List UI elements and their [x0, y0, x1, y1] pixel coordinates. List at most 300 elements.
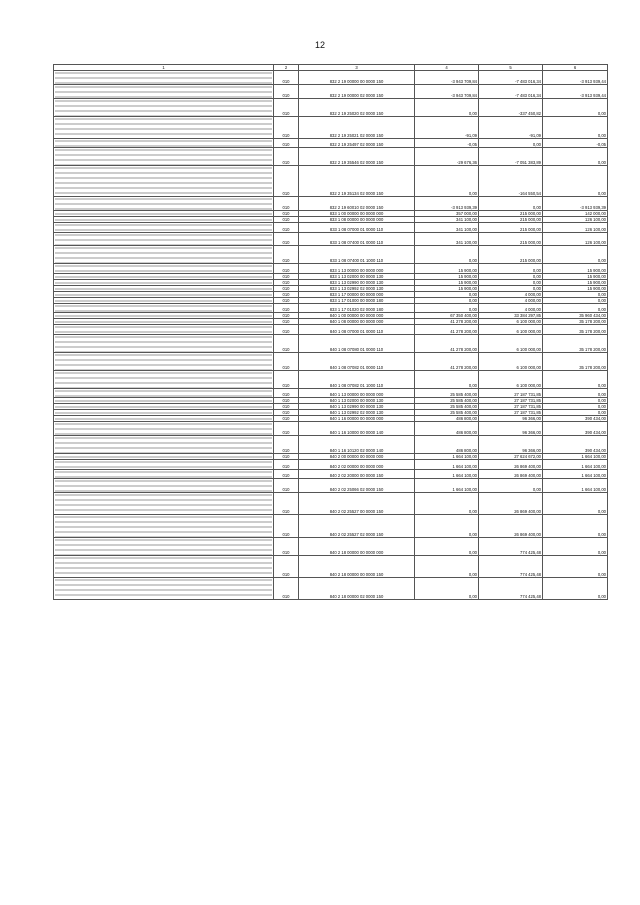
row-value-cell: 0,00: [543, 291, 608, 297]
illegible-description-text: [55, 212, 272, 216]
row-value-cell: 840 2 18 00000 02 0000 150: [299, 577, 415, 599]
table-row: [54, 303, 608, 313]
row-value-cell: 1 664 100,00: [415, 460, 479, 470]
row-value-cell: 010: [274, 166, 299, 197]
row-value-cell: 27 624 672,00: [479, 454, 543, 460]
row-value-cell: 15 900,00: [415, 279, 479, 285]
row-value-cell: 215 000,00: [479, 246, 543, 264]
row-value-cell: -7 483 016,34: [479, 84, 543, 98]
illegible-description-text: [55, 460, 272, 469]
row-value-cell: 215 000,00: [479, 222, 543, 232]
row-value-cell: 010: [274, 71, 299, 85]
row-value-cell: 010: [274, 469, 299, 479]
row-value-cell: 010: [274, 210, 299, 216]
row-value-cell: 0,00: [415, 297, 479, 303]
row-value-cell: 0,00: [543, 297, 608, 303]
row-value-cell: 486 800,00: [415, 422, 479, 436]
row-value-cell: 25 585 400,00: [415, 388, 479, 398]
row-value-cell: -3 913 939,44: [543, 71, 608, 85]
illegible-description-text: [55, 71, 272, 84]
illegible-description-text: [55, 455, 272, 459]
row-value-cell: 15 900,00: [543, 279, 608, 285]
row-value-cell: 96 366,00: [479, 422, 543, 436]
row-description-cell: [54, 555, 274, 577]
row-value-cell: 832 2 19 35134 02 0000 150: [299, 166, 415, 197]
row-value-cell: 25 585 400,00: [415, 410, 479, 416]
row-value-cell: 26 869 400,00: [479, 515, 543, 537]
table-row: [54, 370, 608, 388]
illegible-description-text: [55, 304, 272, 313]
table-row: [54, 166, 608, 197]
row-value-cell: 6 100 000,00: [479, 370, 543, 388]
row-value-cell: 010: [274, 216, 299, 222]
row-description-cell: [54, 334, 274, 352]
illegible-description-text: [55, 538, 272, 555]
row-value-cell: 215 000,00: [479, 210, 543, 216]
row-value-cell: 774 425,48: [479, 555, 543, 577]
row-value-cell: 6 100 000,00: [479, 325, 543, 335]
row-description-cell: [54, 222, 274, 232]
row-value-cell: 26 869 400,00: [479, 460, 543, 470]
row-value-cell: 41 278 200,00: [415, 319, 479, 325]
row-value-cell: 833 1 08 07400 01 1000 110: [299, 246, 415, 264]
row-value-cell: 4 000,00: [479, 303, 543, 313]
row-value-cell: 0,00: [543, 398, 608, 404]
row-value-cell: 0,00: [543, 404, 608, 410]
table-row: [54, 334, 608, 352]
row-description-cell: [54, 325, 274, 335]
illegible-description-text: [55, 556, 272, 577]
row-value-cell: 41 278 200,00: [415, 325, 479, 335]
row-value-cell: 341 100,00: [415, 216, 479, 222]
row-value-cell: 357 000,00: [415, 210, 479, 216]
row-value-cell: 010: [274, 454, 299, 460]
row-value-cell: 1 664 100,00: [543, 479, 608, 493]
row-value-cell: 0,00: [415, 555, 479, 577]
row-value-cell: 010: [274, 388, 299, 398]
illegible-description-text: [55, 293, 272, 297]
row-value-cell: 010: [274, 370, 299, 388]
row-value-cell: 1 664 100,00: [415, 454, 479, 460]
row-description-cell: [54, 116, 274, 138]
row-value-cell: 832 2 19 00000 02 0000 150: [299, 84, 415, 98]
row-value-cell: 0,00: [479, 197, 543, 211]
row-value-cell: 832 2 19 35546 02 0000 150: [299, 148, 415, 166]
row-value-cell: 840 1 13 02990 00 0000 130: [299, 404, 415, 410]
row-value-cell: 840 1 08 07082 01 0000 110: [299, 352, 415, 370]
row-value-cell: 0,00: [543, 166, 608, 197]
row-value-cell: 126 100,00: [543, 216, 608, 222]
table-row: [54, 222, 608, 232]
row-value-cell: 010: [274, 537, 299, 555]
row-value-cell: 840 1 13 02992 02 0000 130: [299, 410, 415, 416]
column-header: 1: [54, 65, 274, 71]
row-description-cell: [54, 370, 274, 388]
row-value-cell: 833 1 13 02992 02 0000 130: [299, 285, 415, 291]
row-value-cell: 832 2 19 25497 02 0000 150: [299, 138, 415, 148]
illegible-description-text: [55, 353, 272, 370]
row-value-cell: 390 434,00: [543, 422, 608, 436]
table-row: [54, 138, 608, 148]
row-value-cell: 840 1 16 00000 00 0000 000: [299, 416, 415, 422]
row-value-cell: 6 100 000,00: [479, 319, 543, 325]
row-value-cell: 774 425,48: [479, 577, 543, 599]
table-row: [54, 479, 608, 493]
row-value-cell: 010: [274, 303, 299, 313]
column-header: 5: [479, 65, 543, 71]
column-header: 3: [299, 65, 415, 71]
row-value-cell: 0,00: [415, 98, 479, 116]
row-description-cell: [54, 577, 274, 599]
row-value-cell: 486 800,00: [415, 416, 479, 422]
row-description-cell: [54, 166, 274, 197]
table-row: [54, 422, 608, 436]
row-description-cell: [54, 388, 274, 398]
table-row: [54, 352, 608, 370]
column-header: 2: [274, 65, 299, 71]
row-value-cell: 833 1 17 01000 00 0000 180: [299, 297, 415, 303]
row-value-cell: 010: [274, 436, 299, 454]
row-value-cell: 27 187 731,85: [479, 410, 543, 416]
row-value-cell: 1 664 100,00: [543, 469, 608, 479]
row-value-cell: 26 869 400,00: [479, 493, 543, 515]
row-description-cell: [54, 515, 274, 537]
row-value-cell: 840 2 18 00000 00 0000 000: [299, 537, 415, 555]
row-value-cell: 35 178 200,00: [543, 325, 608, 335]
table-row: [54, 98, 608, 116]
row-value-cell: 010: [274, 460, 299, 470]
illegible-description-text: [55, 389, 272, 398]
row-value-cell: 833 1 13 02990 00 0000 130: [299, 279, 415, 285]
table-row: [54, 264, 608, 274]
row-value-cell: 0,00: [543, 555, 608, 577]
row-value-cell: 833 1 13 02000 00 0000 130: [299, 273, 415, 279]
row-value-cell: 010: [274, 84, 299, 98]
row-value-cell: 840 2 02 20000 00 0000 150: [299, 469, 415, 479]
row-value-cell: 010: [274, 246, 299, 264]
row-value-cell: 15 900,00: [415, 264, 479, 274]
row-value-cell: -91,09: [479, 116, 543, 138]
illegible-description-text: [55, 314, 272, 318]
row-value-cell: 0,00: [543, 148, 608, 166]
illegible-description-text: [55, 117, 272, 138]
table-row: [54, 246, 608, 264]
table-row: [54, 515, 608, 537]
row-value-cell: 833 1 08 00000 00 0000 000: [299, 216, 415, 222]
row-value-cell: 0,00: [543, 410, 608, 416]
row-value-cell: -164 550,54: [479, 166, 543, 197]
illegible-description-text: [55, 325, 272, 334]
illegible-description-text: [55, 99, 272, 116]
row-value-cell: 840 1 08 07080 01 0000 110: [299, 334, 415, 352]
row-description-cell: [54, 460, 274, 470]
row-value-cell: 0,00: [543, 116, 608, 138]
row-value-cell: 833 1 17 01020 02 0000 180: [299, 303, 415, 313]
row-value-cell: 126 100,00: [543, 232, 608, 246]
row-value-cell: 15 900,00: [543, 285, 608, 291]
row-value-cell: 010: [274, 422, 299, 436]
row-value-cell: 774 425,48: [479, 537, 543, 555]
row-value-cell: 27 187 731,85: [479, 398, 543, 404]
row-value-cell: 833 1 08 07400 01 0000 110: [299, 232, 415, 246]
row-value-cell: 15 900,00: [543, 273, 608, 279]
row-value-cell: -3 943 709,84: [415, 84, 479, 98]
row-value-cell: 15 900,00: [415, 273, 479, 279]
column-header: 4: [415, 65, 479, 71]
illegible-description-text: [55, 578, 272, 599]
row-value-cell: 840 1 16 10000 00 0000 140: [299, 422, 415, 436]
table-row: [54, 493, 608, 515]
row-description-cell: [54, 264, 274, 274]
row-value-cell: 0,00: [479, 279, 543, 285]
row-value-cell: -3 943 709,84: [415, 71, 479, 85]
illegible-description-text: [55, 246, 272, 263]
row-value-cell: 010: [274, 264, 299, 274]
row-value-cell: -7 051 383,89: [479, 148, 543, 166]
row-value-cell: -3 913 939,39: [543, 197, 608, 211]
row-value-cell: 0,00: [415, 291, 479, 297]
row-value-cell: 010: [274, 98, 299, 116]
row-value-cell: 010: [274, 577, 299, 599]
row-value-cell: 840 1 08 07000 01 0000 110: [299, 325, 415, 335]
row-value-cell: -29 676,36: [415, 148, 479, 166]
row-value-cell: 1 664 100,00: [415, 479, 479, 493]
illegible-description-text: [55, 223, 272, 232]
row-value-cell: 0,00: [543, 246, 608, 264]
row-description-cell: [54, 197, 274, 211]
table-row: [54, 197, 608, 211]
row-value-cell: 840 1 08 00000 00 0000 000: [299, 319, 415, 325]
illegible-description-text: [55, 197, 272, 210]
table-row: [54, 537, 608, 555]
row-value-cell: 010: [274, 493, 299, 515]
table-row: [54, 460, 608, 470]
row-value-cell: 0,00: [415, 577, 479, 599]
row-value-cell: -3 913 939,44: [543, 84, 608, 98]
row-value-cell: 126 100,00: [543, 222, 608, 232]
row-description-cell: [54, 479, 274, 493]
row-value-cell: 0,00: [415, 166, 479, 197]
row-description-cell: [54, 232, 274, 246]
row-value-cell: 35 960 434,00: [543, 313, 608, 319]
row-value-cell: 35 178 200,00: [543, 319, 608, 325]
row-value-cell: 33 384 297,85: [479, 313, 543, 319]
illegible-description-text: [55, 166, 272, 196]
table-body: [54, 71, 608, 600]
illegible-description-text: [55, 233, 272, 246]
row-value-cell: 1 664 100,00: [543, 454, 608, 460]
row-value-cell: 010: [274, 398, 299, 404]
row-value-cell: 010: [274, 291, 299, 297]
row-value-cell: 010: [274, 319, 299, 325]
illegible-description-text: [55, 371, 272, 388]
illegible-description-text: [55, 493, 272, 514]
row-value-cell: 010: [274, 116, 299, 138]
row-value-cell: -91,09: [415, 116, 479, 138]
row-value-cell: 25 585 400,00: [415, 404, 479, 410]
row-value-cell: 26 869 400,00: [479, 469, 543, 479]
row-value-cell: 341 100,00: [415, 222, 479, 232]
row-value-cell: 010: [274, 334, 299, 352]
row-description-cell: [54, 537, 274, 555]
row-value-cell: 390 434,00: [543, 436, 608, 454]
row-value-cell: 832 2 19 60010 02 0000 150: [299, 197, 415, 211]
row-value-cell: 010: [274, 555, 299, 577]
row-value-cell: 010: [274, 404, 299, 410]
row-value-cell: -7 483 016,34: [479, 71, 543, 85]
row-value-cell: 840 2 02 25527 00 0000 150: [299, 493, 415, 515]
row-value-cell: 010: [274, 515, 299, 537]
row-value-cell: 6 100 000,00: [479, 334, 543, 352]
row-value-cell: 010: [274, 416, 299, 422]
row-value-cell: 0,00: [543, 303, 608, 313]
row-description-cell: [54, 303, 274, 313]
illegible-description-text: [55, 320, 272, 324]
row-value-cell: 0,00: [543, 515, 608, 537]
row-value-cell: 41 278 200,00: [415, 352, 479, 370]
row-value-cell: 0,00: [415, 493, 479, 515]
row-value-cell: 010: [274, 297, 299, 303]
row-description-cell: [54, 436, 274, 454]
column-header: 6: [543, 65, 608, 71]
row-value-cell: 010: [274, 325, 299, 335]
table-row: [54, 469, 608, 479]
row-value-cell: 010: [274, 148, 299, 166]
row-value-cell: 0,00: [543, 370, 608, 388]
row-value-cell: 0,00: [415, 537, 479, 555]
row-value-cell: 832 2 19 25020 02 0000 150: [299, 98, 415, 116]
row-value-cell: 0,00: [479, 138, 543, 148]
row-value-cell: 0,00: [479, 479, 543, 493]
row-value-cell: 010: [274, 222, 299, 232]
row-value-cell: 0,00: [543, 577, 608, 599]
row-value-cell: 840 1 08 07082 01 1000 110: [299, 370, 415, 388]
row-value-cell: 0,00: [479, 273, 543, 279]
row-value-cell: 840 1 16 10120 02 0000 140: [299, 436, 415, 454]
budget-revenue-table: [53, 64, 608, 600]
row-description-cell: [54, 138, 274, 148]
row-value-cell: 15 900,00: [543, 264, 608, 274]
row-value-cell: -0,05: [543, 138, 608, 148]
row-value-cell: 833 1 17 00000 00 0000 000: [299, 291, 415, 297]
page-number: 12: [314, 40, 325, 50]
row-description-cell: [54, 246, 274, 264]
illegible-description-text: [55, 399, 272, 403]
illegible-description-text: [55, 479, 272, 492]
row-value-cell: 215 000,00: [479, 216, 543, 222]
row-value-cell: 0,00: [415, 370, 479, 388]
row-value-cell: 010: [274, 273, 299, 279]
row-value-cell: 341 100,00: [415, 232, 479, 246]
row-value-cell: 215 000,00: [479, 232, 543, 246]
row-description-cell: [54, 493, 274, 515]
illegible-description-text: [55, 436, 272, 453]
row-description-cell: [54, 422, 274, 436]
table-row: [54, 388, 608, 398]
row-value-cell: 840 2 18 00000 00 0000 150: [299, 555, 415, 577]
row-value-cell: 840 1 00 00000 00 0000 000: [299, 313, 415, 319]
row-value-cell: 840 1 13 00000 00 0000 000: [299, 388, 415, 398]
illegible-description-text: [55, 218, 272, 222]
illegible-description-text: [55, 515, 272, 536]
row-description-cell: [54, 469, 274, 479]
row-value-cell: 0,00: [415, 246, 479, 264]
illegible-description-text: [55, 422, 272, 435]
table-row: [54, 148, 608, 166]
row-value-cell: 832 2 19 25021 02 0000 150: [299, 116, 415, 138]
illegible-description-text: [55, 85, 272, 98]
illegible-description-text: [55, 405, 272, 409]
row-value-cell: 0,00: [543, 493, 608, 515]
row-value-cell: 840 2 02 25527 02 0000 150: [299, 515, 415, 537]
illegible-description-text: [55, 148, 272, 165]
row-value-cell: 27 187 731,85: [479, 404, 543, 410]
row-value-cell: 833 1 08 07000 01 0000 110: [299, 222, 415, 232]
row-value-cell: 96 366,00: [479, 436, 543, 454]
row-value-cell: 0,00: [543, 537, 608, 555]
row-value-cell: 4 000,00: [479, 297, 543, 303]
row-value-cell: 142 000,00: [543, 210, 608, 216]
illegible-description-text: [55, 335, 272, 352]
table-row: [54, 84, 608, 98]
row-value-cell: 67 350 400,00: [415, 313, 479, 319]
row-value-cell: 840 1 13 02000 00 0000 130: [299, 398, 415, 404]
row-value-cell: 27 187 731,85: [479, 388, 543, 398]
row-value-cell: 0,00: [543, 98, 608, 116]
illegible-description-text: [55, 281, 272, 285]
row-value-cell: 35 178 200,00: [543, 352, 608, 370]
row-value-cell: 840 2 02 00000 00 0000 000: [299, 460, 415, 470]
row-value-cell: 832 2 19 00000 00 0000 150: [299, 71, 415, 85]
row-description-cell: [54, 352, 274, 370]
row-value-cell: 4 000,00: [479, 291, 543, 297]
illegible-description-text: [55, 299, 272, 303]
illegible-description-text: [55, 275, 272, 279]
row-value-cell: 96 366,00: [479, 416, 543, 422]
table-row: [54, 325, 608, 335]
row-value-cell: 0,00: [415, 515, 479, 537]
row-value-cell: 1 664 100,00: [415, 469, 479, 479]
row-value-cell: 010: [274, 410, 299, 416]
row-value-cell: 010: [274, 479, 299, 493]
illegible-description-text: [55, 411, 272, 415]
row-value-cell: 390 434,00: [543, 416, 608, 422]
row-value-cell: 6 100 000,00: [479, 352, 543, 370]
row-value-cell: 010: [274, 232, 299, 246]
illegible-description-text: [55, 264, 272, 273]
table-row: [54, 116, 608, 138]
table-row: [54, 436, 608, 454]
illegible-description-text: [55, 417, 272, 421]
table-row: [54, 232, 608, 246]
illegible-description-text: [55, 287, 272, 291]
row-value-cell: -0,05: [415, 138, 479, 148]
row-value-cell: 010: [274, 138, 299, 148]
row-description-cell: [54, 148, 274, 166]
row-description-cell: [54, 71, 274, 85]
row-value-cell: 0,00: [415, 303, 479, 313]
row-value-cell: -337 450,82: [479, 98, 543, 116]
row-value-cell: 0,00: [543, 388, 608, 398]
illegible-description-text: [55, 139, 272, 148]
table-row: [54, 555, 608, 577]
row-value-cell: 010: [274, 313, 299, 319]
row-value-cell: 35 178 200,00: [543, 334, 608, 352]
row-value-cell: 0,00: [479, 264, 543, 274]
illegible-description-text: [55, 470, 272, 479]
row-value-cell: 833 1 13 00000 00 0000 000: [299, 264, 415, 274]
row-value-cell: 010: [274, 285, 299, 291]
